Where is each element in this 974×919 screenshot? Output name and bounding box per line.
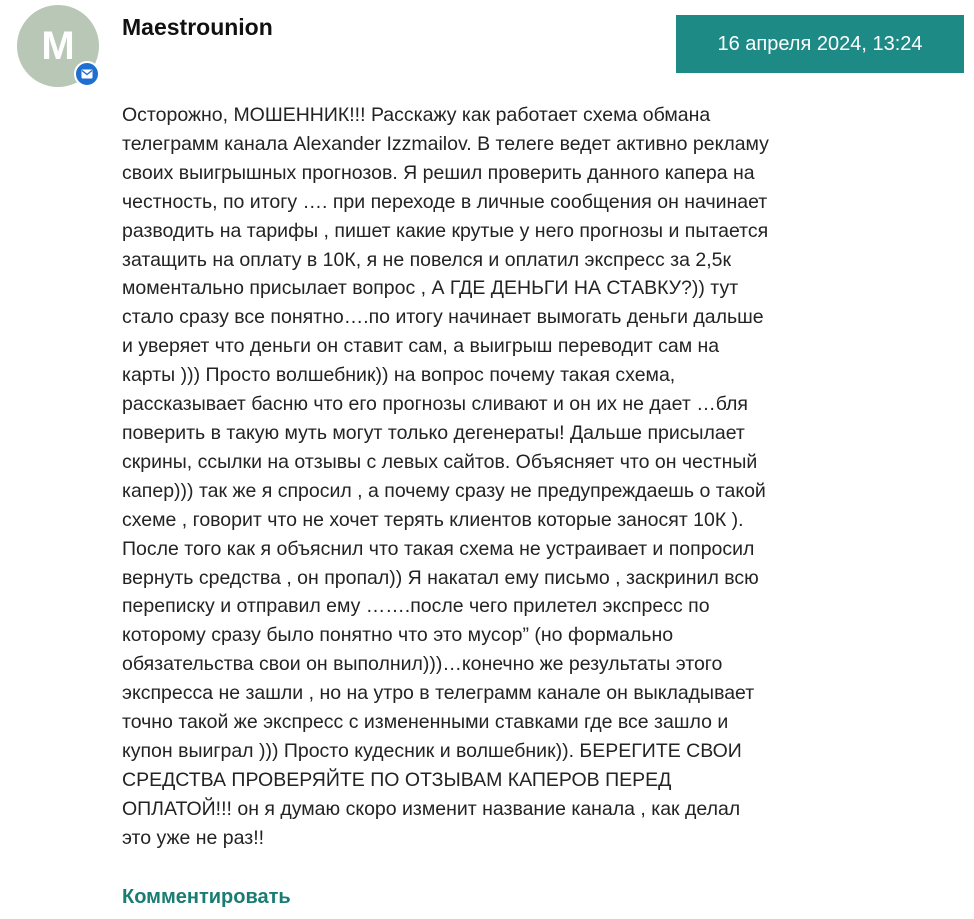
comment-line: карты ))) Просто волшебник)) на вопрос почему такая схема, [122,364,676,387]
comment-body [122,101,862,853]
comment-line: вернуть средства , он пропал)) Я накатал ему письмо , заскринил всю [122,566,759,589]
comment-line: схеме , говорит что не хочет терять клиентов которые заносят 10К ). [122,508,744,531]
comment-line: капер))) так же я спросил , а почему сразу не предупреждаешь о такой [122,479,766,502]
comment-line: стало сразу все понятно….по итогу начинает вымогать деньги дальше [122,306,764,329]
comment-line: разводить на тарифы , пишет какие крутые у него прогнозы и пытается [122,219,769,242]
comment-line: СРЕДСТВА ПРОВЕРЯЙТЕ ПО ОТЗЫВАМ КАПЕРОВ ПЕРЕД [122,768,672,791]
comment-line: рассказывает басню что его прогнозы сливают и он их не дает …бля [122,393,748,416]
reply-link[interactable]: Комментировать [122,886,291,908]
comment-line: обязательства свои он выполнил)))…конечно же результаты этого [122,653,723,676]
comment-line: Осторожно, МОШЕННИК!!! Расскажу как работает схема обмана [122,104,711,126]
comment-line: это уже не раз!! [122,826,265,849]
comment-line: которому сразу было понятно что это мусор” (но формально [122,624,674,647]
mail-icon[interactable] [74,61,100,87]
comment-line: моментально присылает вопрос , А ГДЕ ДЕНЬГИ НА СТАВКУ?)) тут [122,277,739,300]
comment-line: телеграмм канала Alexander Izzmailov. В телеге ведет активно рекламу [122,132,769,155]
comment-line: экспресса не зашли , но на утро в телеграмм канале он выкладывает [122,682,755,705]
comment-line: поверить в такую муть могут только дегенераты! Дальше присылает [122,421,745,444]
comment-line: точно такой же экспресс с измененными ставками где все зашло и [122,711,729,734]
comment-line: своих выигрышных прогнозов. Я решил проверить данного капера на [122,161,755,184]
avatar-initial: M [41,24,75,68]
comment-line: купон выиграл ))) Просто кудесник и волшебник)). БЕРЕГИТЕ СВОИ [122,739,742,762]
comment-line: ОПЛАТОЙ!!! он я думаю скоро изменит название канала , как делал [122,797,741,820]
comment-line: честность, по итогу …. при переходе в личные сообщения он начинает [122,190,768,213]
comment-line: и уверяет что деньги он ставит сам, а выигрыш переводит сам на [122,335,720,358]
mail-icon-glyph [81,69,93,79]
comment-line: переписку и отправил ему …….после чего прилетел экспресс по [122,595,710,618]
author-name[interactable]: Maestrounion [122,14,273,40]
comment-date: 16 апреля 2024, 13:24 [676,15,964,73]
comment-line: скрины, ссылки на отзывы с левых сайтов. Объясняет что он честный [122,450,758,473]
comment-line: После того как я объяснил что такая схема не устраивает и попросил [122,537,755,560]
comment-line: затащить на оплату в 10К, я не повелся и оплатил экспресс за 2,5к [122,248,732,271]
